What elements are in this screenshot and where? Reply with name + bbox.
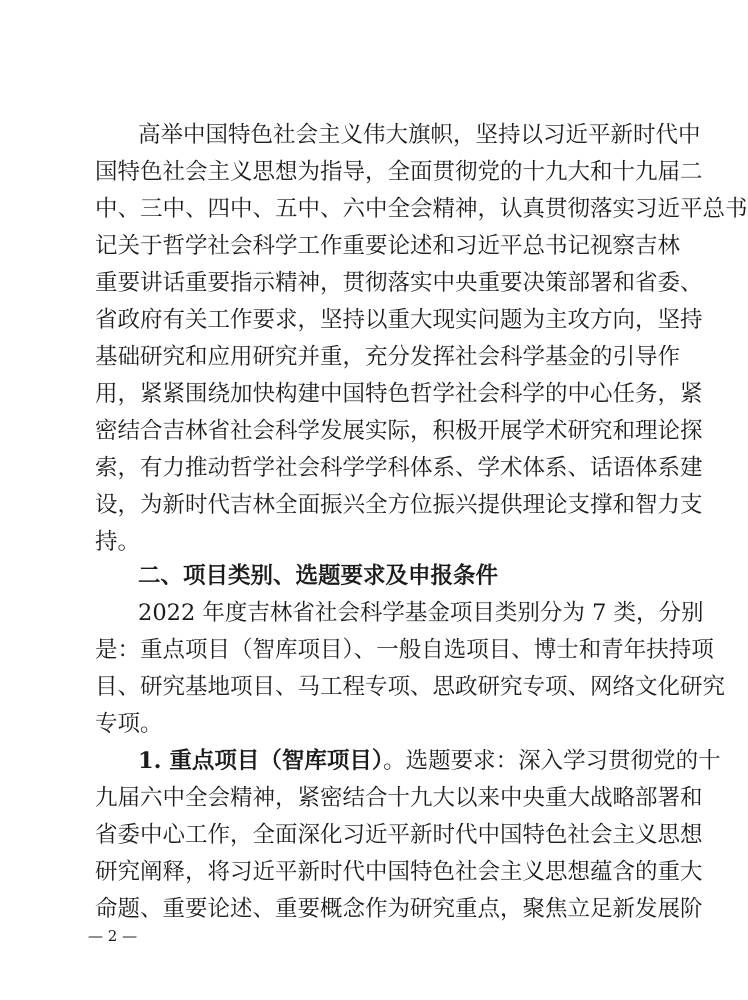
para2-line: 目、研究基地项目、马工程专项、思政研究专项、网络文化研究 — [95, 674, 726, 700]
para1-line: 用，紧紧围绕加快构建中国特色哲学社会科学的中心任务，紧 — [95, 381, 703, 407]
para1-line: 重要讲话重要指示精神，贯彻落实中央重要决策部署和省委、 — [95, 270, 703, 296]
item1-first-text: 。选题要求：深入学习贯彻党的十 — [383, 748, 721, 774]
para1-line: 密结合吉林省社会科学发展实际，积极开展学术研究和理论探 — [95, 418, 703, 444]
para3-line: 九届六中全会精神，紧密结合十九大以来中央重大战略部署和 — [95, 785, 703, 811]
para1-line: 持。 — [95, 529, 141, 555]
item1-heading: 1. 重点项目（智库项目） — [138, 748, 384, 774]
para1-line: 国特色社会主义思想为指导，全面贯彻党的十九大和十九届二 — [95, 159, 703, 185]
para1-line: 设，为新时代吉林全面振兴全方位振兴提供理论支撑和智力支 — [95, 492, 703, 518]
para1-line: 高举中国特色社会主义伟大旗帜，坚持以习近平新时代中 — [138, 122, 701, 148]
para2-line: 2022 年度吉林省社会科学基金项目类别分为 7 类，分别 — [138, 600, 704, 626]
para1-line: 中、三中、四中、五中、六中全会精神，认真贯彻落实习近平总书 — [95, 196, 748, 222]
para1-line: 省政府有关工作要求，坚持以重大现实问题为主攻方向，坚持 — [95, 307, 703, 333]
item1-first-line — [138, 746, 721, 776]
para3-line: 命题、重要论述、重要概念作为研究重点，聚焦立足新发展阶 — [95, 896, 703, 922]
page-number: — 2 — — [88, 927, 138, 945]
para2-line: 专项。 — [95, 711, 163, 737]
para3-line: 研究阐释，将习近平新时代中国特色社会主义思想蕴含的重大 — [95, 859, 703, 885]
para1-line: 基础研究和应用研究并重，充分发挥社会科学基金的引导作 — [95, 344, 681, 370]
section-heading: 二、项目类别、选题要求及申报条件 — [138, 563, 499, 589]
para3-line: 省委中心工作，全面深化习近平新时代中国特色社会主义思想 — [95, 822, 703, 848]
para1-line: 索，有力推动哲学社会科学学科体系、学术体系、话语体系建 — [95, 455, 703, 481]
para2-line: 是：重点项目（智库项目）、一般自选项目、博士和青年扶持项 — [95, 637, 714, 663]
para1-line: 记关于哲学社会科学工作重要论述和习近平总书记视察吉林 — [95, 233, 681, 259]
